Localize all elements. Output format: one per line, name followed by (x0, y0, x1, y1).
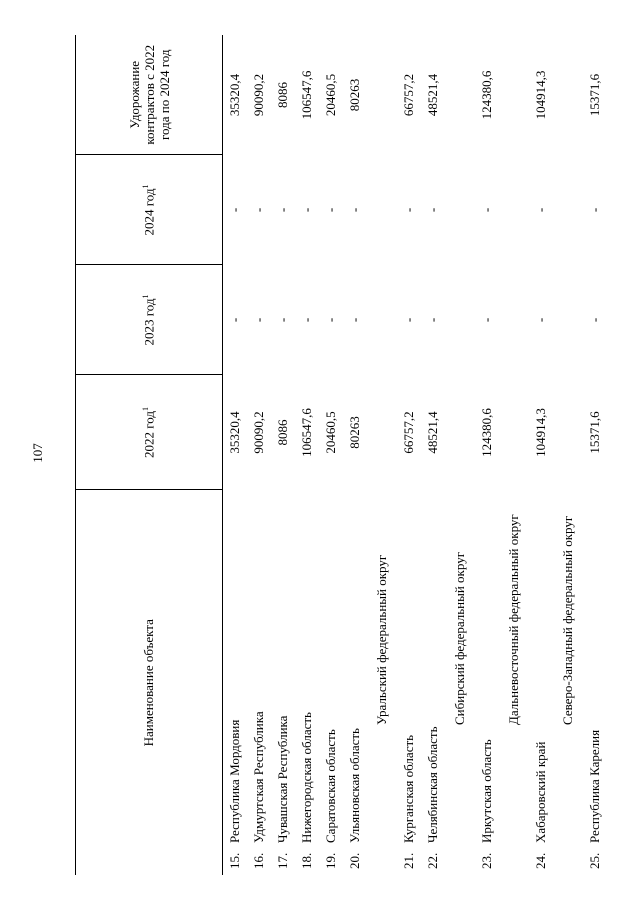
value-increase: 15371,6 (587, 73, 602, 117)
object-name: Республика Мордовия (227, 719, 242, 843)
value-2022: 66757,2 (401, 411, 416, 454)
header-2022: 2022 год$^1$ (76, 375, 223, 490)
table-row (319, 35, 343, 875)
value-2022: 15371,6 (587, 411, 602, 454)
value-2022: 124380,6 (479, 408, 494, 457)
region-row (445, 35, 475, 875)
region-label: Северо-Западный федеральный округ (560, 515, 575, 725)
table-row (583, 35, 607, 875)
value-2024: - (299, 207, 314, 213)
object-name: Иркутская область (479, 739, 494, 843)
table-row (295, 35, 319, 875)
value-2023: - (299, 317, 314, 323)
object-name: Хабаровский край (533, 741, 548, 843)
row-number: 19. (323, 852, 338, 869)
table-row (475, 35, 499, 875)
value-2024: - (251, 207, 266, 213)
row-number: 23. (479, 852, 494, 869)
value-increase: 106547,6 (299, 70, 314, 120)
header-increase: Удорожание контрактов с 2022 года по 2024 год (76, 35, 223, 155)
value-2023: - (275, 317, 290, 323)
row-number: 24. (533, 852, 548, 869)
value-2024: - (227, 207, 242, 213)
header-object-name: Наименование объекта (76, 490, 223, 875)
region-label: Сибирский федеральный округ (452, 551, 467, 725)
table-row (247, 35, 271, 875)
object-name: Челябинская область (425, 726, 440, 843)
region-label: Уральский федеральный округ (374, 554, 389, 725)
row-number: 22. (425, 852, 440, 869)
value-2024: - (533, 207, 548, 213)
row-number: 16. (251, 852, 266, 869)
value-increase: 66757,2 (401, 73, 416, 117)
value-increase: 124380,6 (479, 70, 494, 120)
value-2022: 80263 (347, 416, 362, 449)
rotated-table-block (75, 35, 625, 875)
object-cell (475, 490, 499, 875)
value-2022: 48521,4 (425, 411, 440, 454)
object-name: Удмуртская Республика (251, 711, 266, 843)
value-2023: - (251, 317, 266, 323)
row-number: 21. (401, 852, 416, 869)
value-2024: - (479, 207, 494, 213)
object-cell (295, 490, 319, 875)
value-2022: 90090,2 (251, 411, 266, 454)
header-2023: 2023 год$^1$ (76, 265, 223, 375)
object-cell (583, 490, 607, 875)
object-name: Ульяновская область (347, 728, 362, 843)
object-name: Республика Карелия (587, 729, 602, 843)
row-number: 25. (587, 852, 602, 869)
value-2024: - (275, 207, 290, 213)
value-2024: - (323, 207, 338, 213)
row-number: 15. (227, 852, 242, 869)
value-2023: - (323, 317, 338, 323)
value-2023: - (347, 317, 362, 323)
value-increase: 80263 (347, 78, 362, 112)
value-2022: 35320,4 (227, 411, 242, 454)
value-2024: - (425, 207, 440, 213)
value-increase: 35320,4 (227, 73, 242, 117)
object-name: Чувашская Республика (275, 715, 290, 843)
value-increase: 90090,2 (251, 73, 266, 117)
object-cell (421, 490, 445, 875)
value-2024: - (347, 207, 362, 213)
object-name: Саратовская область (323, 729, 338, 843)
table-header-row (76, 35, 223, 875)
value-2023: - (425, 317, 440, 323)
value-2024: - (401, 207, 416, 213)
value-2022: 106547,6 (299, 408, 314, 457)
table-row (343, 35, 367, 875)
value-2022: 8086 (275, 419, 290, 446)
object-name: Курганская область (401, 734, 416, 843)
value-2023: - (479, 317, 494, 323)
value-2023: - (533, 317, 548, 323)
row-number: 20. (347, 852, 362, 869)
page-number: 107 (30, 443, 45, 463)
value-2023: - (227, 317, 242, 323)
table-row (529, 35, 553, 875)
object-cell (223, 490, 248, 875)
region-label: Дальневосточный федеральный округ (506, 514, 521, 725)
region-row (367, 35, 397, 875)
value-2023: - (587, 317, 602, 323)
value-increase: 8086 (275, 82, 290, 108)
object-cell (397, 490, 421, 875)
row-number: 18. (299, 852, 314, 869)
value-increase: 48521,4 (425, 73, 440, 117)
object-name: Нижегородская область (299, 712, 314, 843)
object-cell (343, 490, 367, 875)
object-cell (247, 490, 271, 875)
region-row (553, 35, 583, 875)
header-2024: 2024 год$^1$ (76, 155, 223, 265)
region-row (499, 35, 529, 875)
object-cell (529, 490, 553, 875)
value-2023: - (401, 317, 416, 323)
table-row (397, 35, 421, 875)
table-row (223, 35, 248, 875)
value-2022: 104914,3 (533, 408, 548, 457)
value-2022: 20460,5 (323, 411, 338, 454)
table-row (421, 35, 445, 875)
value-increase: 20460,5 (323, 73, 338, 117)
object-cell (319, 490, 343, 875)
row-number: 17. (275, 852, 290, 869)
value-2024: - (587, 207, 602, 213)
cost-increase-table (75, 35, 607, 875)
table-row (271, 35, 295, 875)
value-increase: 104914,3 (533, 70, 548, 120)
object-cell (271, 490, 295, 875)
